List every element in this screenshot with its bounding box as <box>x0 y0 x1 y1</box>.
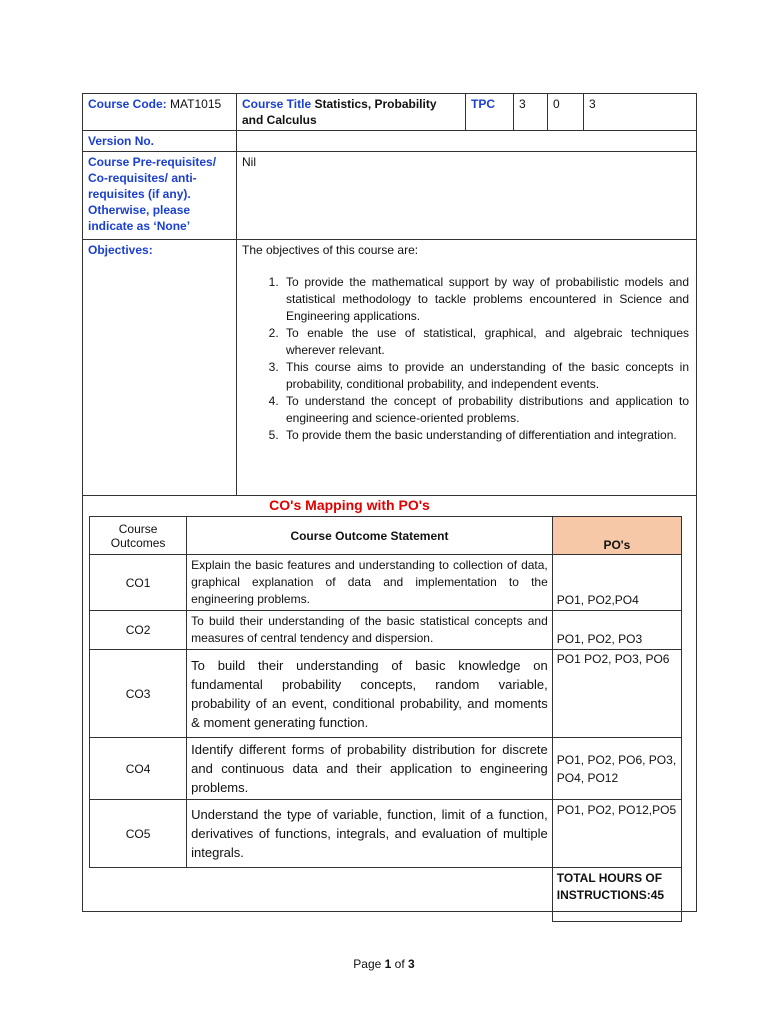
co-statement: Explain the basic features and understanding to collection of data, graphical explanation of data and implementation to the engineering problems. <box>187 555 553 611</box>
co-id: CO5 <box>90 800 187 868</box>
co-pos: PO1, PO2, PO3 <box>552 611 681 650</box>
table-row <box>90 555 682 611</box>
course-code-label: Course Code: <box>88 97 167 111</box>
course-code-cell <box>83 94 237 131</box>
table-row <box>90 611 682 650</box>
co-id: CO1 <box>90 555 187 611</box>
co-statement: Identify different forms of probability distribution for discrete and continuous data and their application to engineering problems. <box>187 738 553 800</box>
objectives-cell <box>237 240 697 496</box>
total-hours: TOTAL HOURS OF INSTRUCTIONS:45 <box>552 868 681 922</box>
objective-item: 2. To enable the use of statistical, graphical, and algebraic techniques wherever relevant. <box>282 325 689 359</box>
tpc-p-value: 0 <box>548 94 584 131</box>
page-footer <box>0 957 768 971</box>
tpc-c-value: 3 <box>584 94 697 131</box>
objectives-list <box>242 274 689 444</box>
co-id: CO2 <box>90 611 187 650</box>
co-statement: To build their understanding of basic knowledge on fundamental probability concepts, random variable, probability of an event, conditional probability, and moments & moment generating function. <box>187 650 553 738</box>
prereq-value: Nil <box>237 152 697 240</box>
co-pos: PO1, PO2, PO12,PO5 <box>552 800 681 868</box>
objectives-intro: The objectives of this course are: <box>242 243 419 257</box>
co-pos: PO1 PO2, PO3, PO6 <box>552 650 681 738</box>
co-pos: PO1, PO2, PO6, PO3, PO4, PO12 <box>552 738 681 800</box>
header-outcome-statement: Course Outcome Statement <box>187 517 553 555</box>
table-row <box>90 738 682 800</box>
version-label: Version No. <box>83 131 237 152</box>
course-title-cell <box>237 94 466 131</box>
total-spacer <box>90 868 553 922</box>
tpc-t-value: 3 <box>514 94 548 131</box>
course-title-value: Statistics, Probability and Calculus <box>242 97 437 127</box>
co-po-mapping-table <box>89 516 682 922</box>
mapping-title: CO's Mapping with PO's <box>269 497 430 513</box>
co-pos: PO1, PO2,PO4 <box>552 555 681 611</box>
objective-item: 3. This course aims to provide an understanding of the basic concepts in probability, conditional probability, and independent events. <box>282 359 689 393</box>
prereq-label: Course Pre-requisites/ Co-requisites/ anti-requisites (if any). Otherwise, please indicate as ‘None’ <box>83 152 237 240</box>
course-code-value: MAT1015 <box>170 97 222 111</box>
co-statement: To build their understanding of the basic statistical concepts and measures of central tendency and dispersion. <box>187 611 553 650</box>
co-statement: Understand the type of variable, function, limit of a function, derivatives of functions, integrals, and evaluation of multiple integrals. <box>187 800 553 868</box>
course-header-table <box>82 93 697 496</box>
course-title-label: Course Title <box>242 97 312 111</box>
co-id: CO3 <box>90 650 187 738</box>
objective-item: 1. To provide the mathematical support by way of probabilistic models and statistical methodology to tackle problems encountered in Science and Engineering applications. <box>282 274 689 325</box>
objective-item: 4. To understand the concept of probability distributions and application to engineering and science-oriented problems. <box>282 393 689 427</box>
page-prefix: Page <box>353 957 382 971</box>
co-id: CO4 <box>90 738 187 800</box>
page-total: 3 <box>408 957 415 971</box>
table-row <box>90 868 682 922</box>
table-row <box>90 650 682 738</box>
header-pos: PO's <box>552 517 681 555</box>
table-row <box>90 800 682 868</box>
page-of: of <box>394 957 405 971</box>
header-course-outcomes: Course Outcomes <box>90 517 187 555</box>
objective-item: 5. To provide them the basic understanding of differentiation and integration. <box>282 427 689 444</box>
tpc-label: TPC <box>466 94 514 131</box>
objectives-label: Objectives: <box>83 240 237 496</box>
version-value <box>237 131 697 152</box>
page-current: 1 <box>384 957 392 971</box>
